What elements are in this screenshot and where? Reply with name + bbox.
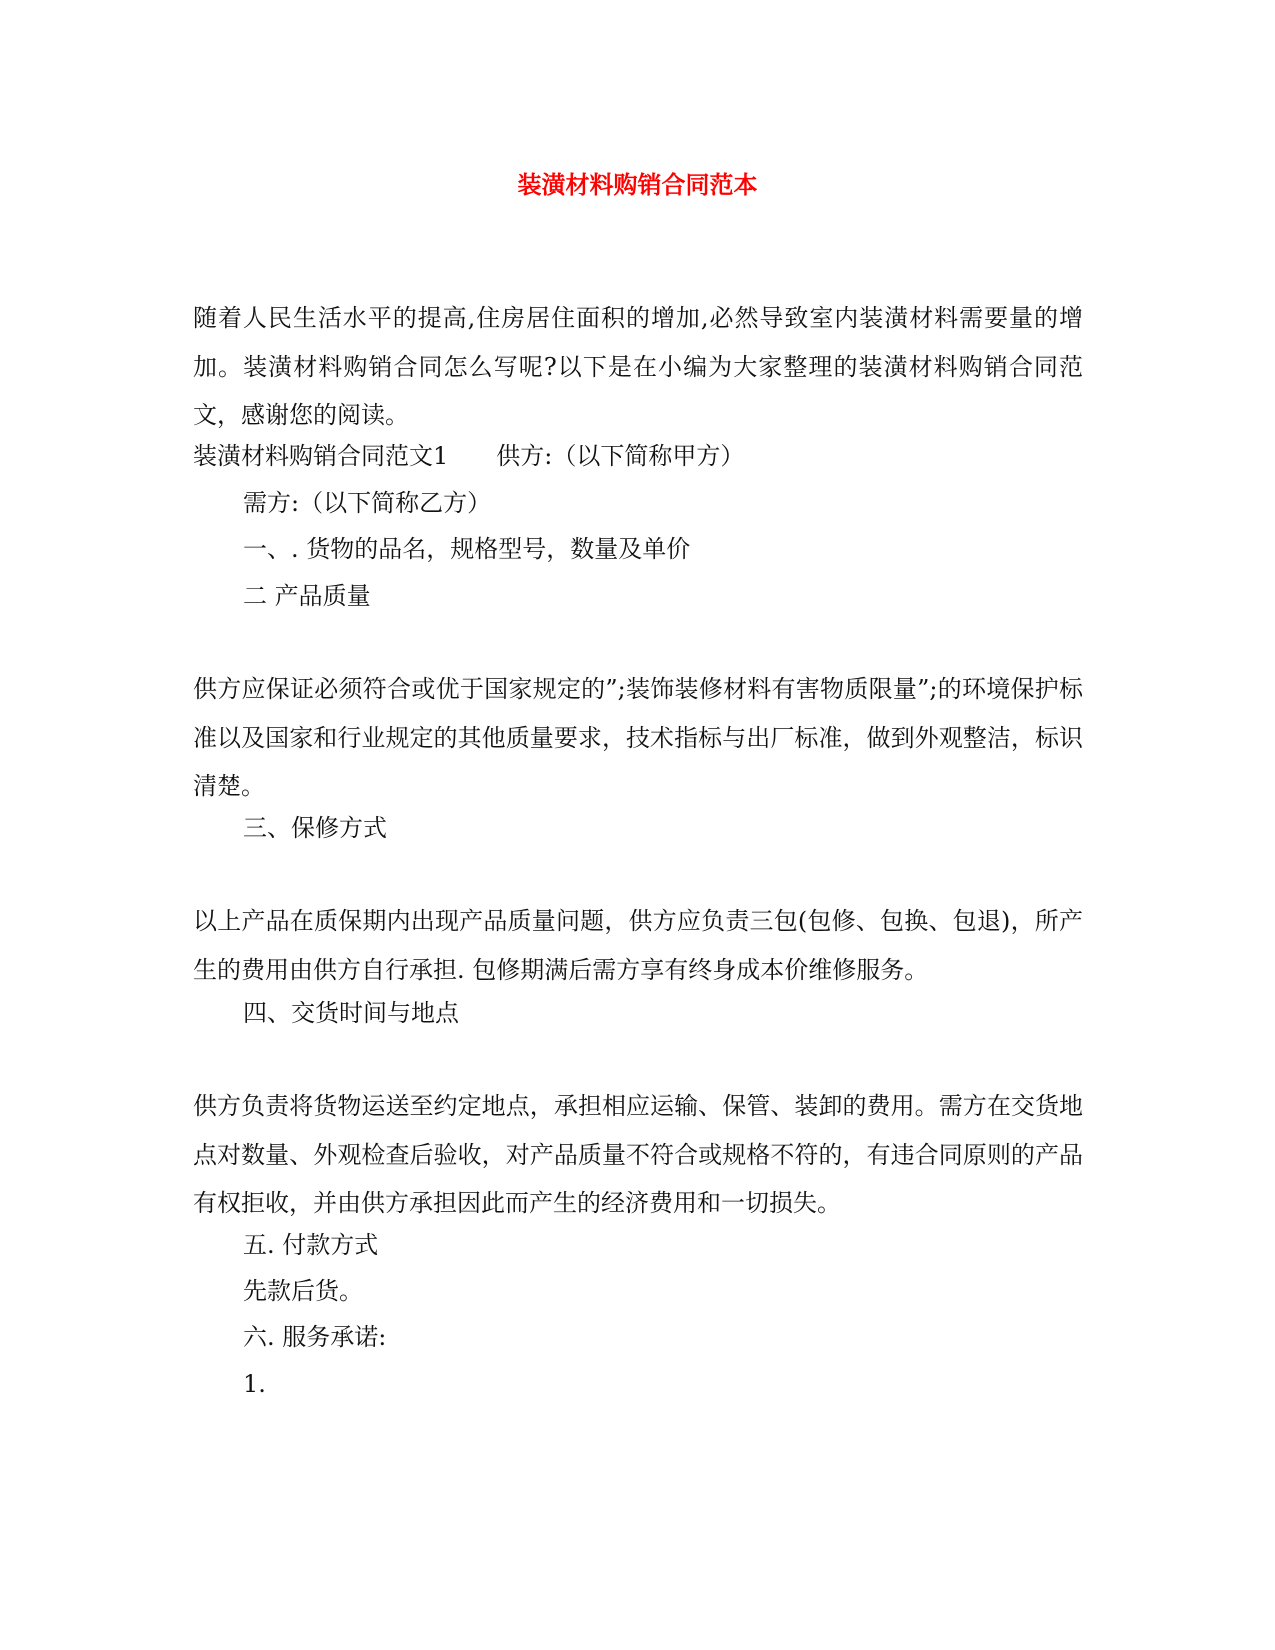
sample-heading: 装潢材料购销合同范文1 xyxy=(193,442,449,470)
list-item-1: 1. xyxy=(243,1370,266,1398)
buyer-label: 需方:（以下简称乙方） xyxy=(243,489,492,517)
section-3-heading: 三、保修方式 xyxy=(243,814,387,842)
section-5-body: 先款后货。 xyxy=(243,1277,363,1305)
section-2-body: 供方应保证必须符合或优于国家规定的”;装饰装修材料有害物质限量”;的环境保护标准以及国家和行业规定的其他质量要求，技术指标与出厂标准，做到外观整洁，标识清楚。 xyxy=(193,675,1083,800)
section-2-heading: 二 产品质量 xyxy=(243,582,371,610)
section-1-heading: 一、. 货物的品名，规格型号，数量及单价 xyxy=(243,535,691,563)
section-6-heading: 六. 服务承诺: xyxy=(243,1323,387,1351)
intro-paragraph: 随着人民生活水平的提高,住房居住面积的增加,必然导致室内装潢材料需要量的增加。装潢材料购销合同怎么写呢?以下是在小编为大家整理的装潢材料购销合同范文，感谢您的阅读。 xyxy=(193,304,1083,429)
section-4-heading: 四、交货时间与地点 xyxy=(243,999,459,1027)
document-title: 装潢材料购销合同范本 xyxy=(517,170,758,199)
sample-heading-line xyxy=(193,432,1083,480)
section-4-body: 供方负责将货物运送至约定地点，承担相应运输、保管、装卸的费用。需方在交货地点对数量、外观检查后验收，对产品质量不符合或规格不符的，有违合同原则的产品有权拒收，并由供方承担因此而产生的经济费用和一切损失。 xyxy=(193,1092,1083,1217)
supplier-label: 供方:（以下简称甲方） xyxy=(496,442,745,470)
section-3-body: 以上产品在质保期内出现产品质量问题，供方应负责三包(包修、包换、包退)，所产生的费用由供方自行承担. 包修期满后需方享有终身成本价维修服务。 xyxy=(193,907,1083,984)
section-5-heading: 五. 付款方式 xyxy=(243,1231,379,1259)
